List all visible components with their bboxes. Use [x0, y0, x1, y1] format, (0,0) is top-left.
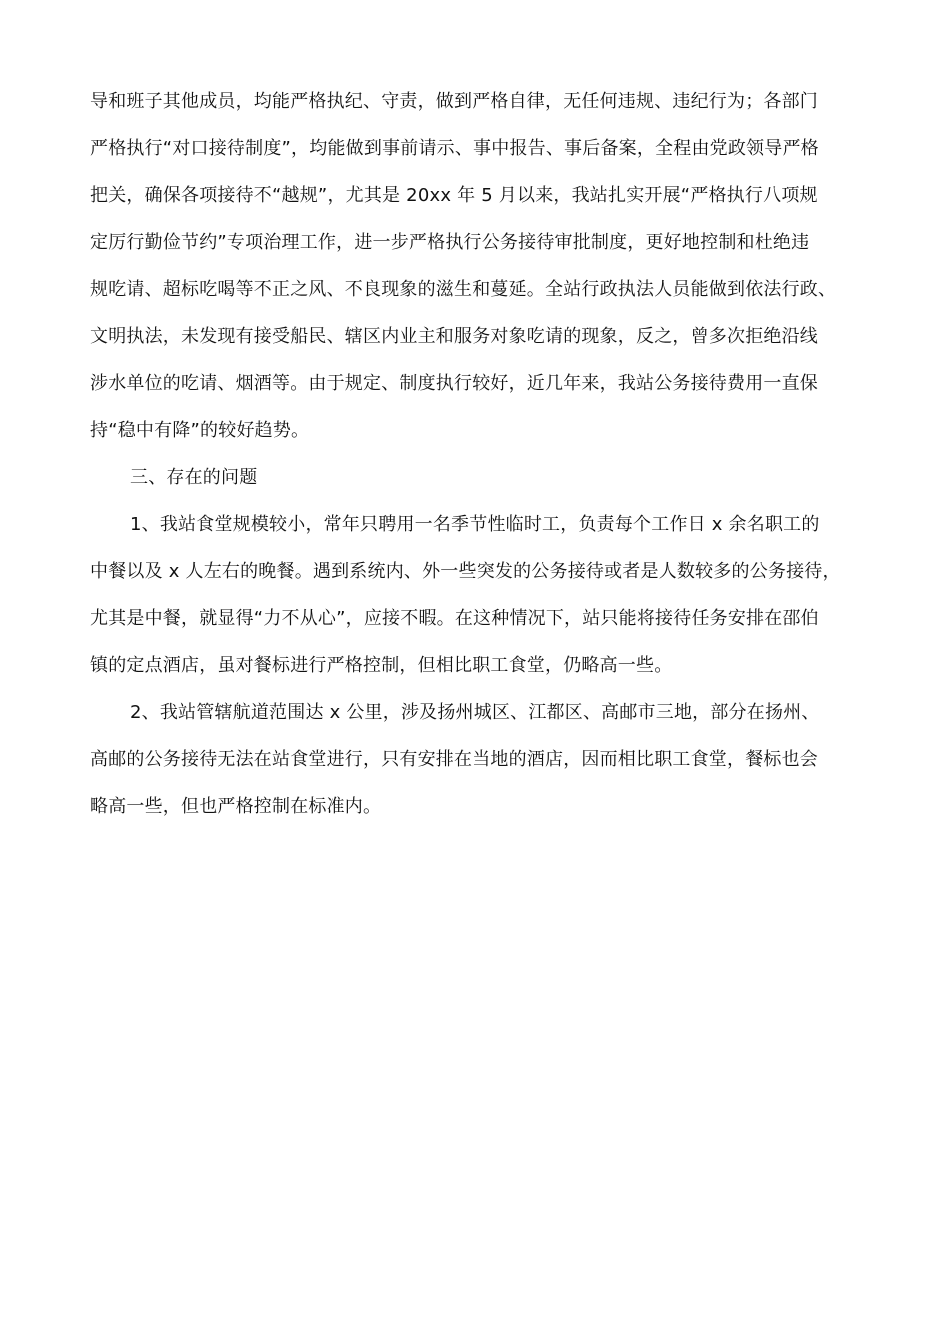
text-line: 文明执法，未发现有接受船民、辖区内业主和服务对象吃请的现象，反之，曾多次拒绝沿线 [90, 326, 818, 347]
section-heading-problems: 三、存在的问题 [130, 467, 258, 488]
text-line: 持“稳中有降”的较好趋势。 [90, 420, 310, 441]
text-line: 中餐以及 x 人左右的晚餐。遇到系统内、外一些突发的公务接待或者是人数较多的公务接待， [90, 561, 841, 582]
text-line: 2、我站管辖航道范围达 x 公里，涉及扬州城区、江都区、高邮市三地，部分在扬州、 [130, 702, 820, 723]
text-line: 严格执行“对口接待制度”，均能做到事前请示、事中报告、事后备案，全程由党政领导严格 [90, 138, 819, 159]
text-line: 规吃请、超标吃喝等不正之风、不良现象的滋生和蔓延。全站行政执法人员能做到依法行政、 [90, 279, 837, 300]
paragraph-discipline [90, 78, 872, 454]
paragraph-item-2 [90, 689, 872, 830]
text-line: 把关，确保各项接待不“越规”，尤其是 20xx 年 5 月以来，我站扎实开展“严格执行八项规 [90, 185, 818, 206]
text-line: 略高一些，但也严格控制在标准内。 [90, 796, 382, 817]
document-body [90, 78, 872, 830]
text-line: 定厉行勤俭节约”专项治理工作，进一步严格执行公务接待审批制度，更好地控制和杜绝违 [90, 232, 810, 253]
text-line: 尤其是中餐，就显得“力不从心”，应接不暇。在这种情况下，站只能将接待任务安排在邵伯 [90, 608, 819, 629]
text-line: 涉水单位的吃请、烟酒等。由于规定、制度执行较好，近几年来，我站公务接待费用一直保 [90, 373, 818, 394]
text-line: 镇的定点酒店，虽对餐标进行严格控制，但相比职工食堂，仍略高一些。 [90, 655, 673, 676]
text-line: 高邮的公务接待无法在站食堂进行，只有安排在当地的酒店，因而相比职工食堂，餐标也会 [90, 749, 818, 770]
paragraph-item-1 [90, 501, 872, 689]
text-line: 1、我站食堂规模较小，常年只聘用一名季节性临时工，负责每个工作日 x 余名职工的 [130, 514, 820, 535]
text-line: 导和班子其他成员，均能严格执纪、守责，做到严格自律，无任何违规、违纪行为；各部门 [90, 91, 818, 112]
